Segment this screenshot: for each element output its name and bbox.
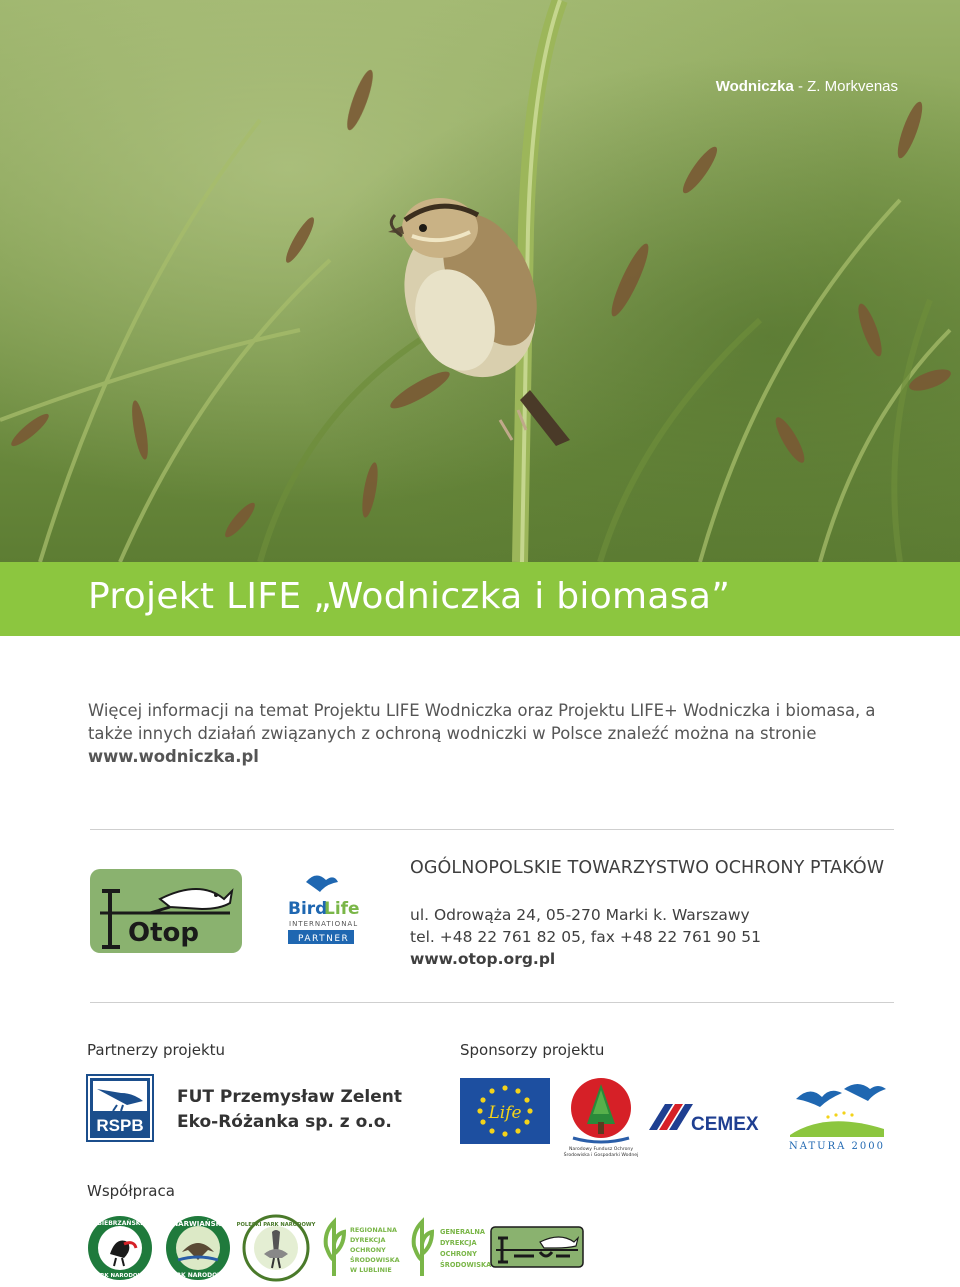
rdos-line1: REGIONALNA — [350, 1226, 398, 1234]
gdos-logo — [408, 1214, 492, 1280]
eu-life-text: Life — [488, 1103, 522, 1123]
biebrza-park-logo — [86, 1214, 154, 1282]
organization-phone: tel. +48 22 761 82 05, fax +48 22 761 90 51 — [410, 928, 762, 946]
nfosigw-text-line2: Środowiska i Gospodarki Wodnej — [563, 1153, 639, 1158]
cemex-logo — [647, 1100, 761, 1134]
birdlife-name-bird: Bird — [288, 899, 328, 919]
nfosigw-logo — [563, 1076, 639, 1160]
biebrza-text-bottom: PARK NARODOWY — [92, 1273, 148, 1279]
polesie-text: POLESKI PARK NARODOWY — [236, 1222, 316, 1228]
gdos-line3: OCHRONY — [440, 1250, 477, 1258]
organization-contact — [410, 904, 930, 970]
organization-address: ul. Odrowąża 24, 05-270 Marki k. Warszawy — [410, 906, 750, 924]
rdos-line5: W LUBLINIE — [350, 1266, 392, 1274]
partner-eko-rozanka: Eko-Różanka sp. z o.o. — [177, 1112, 392, 1132]
gdos-line4: ŚRODOWISKA — [440, 1261, 492, 1269]
otop-logo — [90, 869, 242, 953]
polesie-park-logo — [236, 1214, 316, 1282]
birdlife-subtitle: INTERNATIONAL — [289, 920, 359, 928]
hero-photo — [0, 0, 960, 562]
page-title: Projekt LIFE „Wodniczka i biomasa” — [88, 576, 731, 617]
natura-2000-logo — [786, 1079, 888, 1151]
natura-2000-text: NATURA 2000 — [789, 1141, 885, 1152]
narew-park-logo — [164, 1214, 232, 1282]
wodniczka-link[interactable]: www.wodniczka.pl — [88, 747, 259, 766]
intro-paragraph — [88, 699, 918, 768]
organization-website[interactable]: www.otop.org.pl — [410, 950, 556, 968]
narew-text-bottom: PARK NARODOWY — [167, 1272, 229, 1279]
photo-credit — [716, 78, 898, 95]
rdos-line3: OCHRONY — [350, 1246, 386, 1254]
partners-list — [177, 1085, 402, 1135]
otop-logo-text: Otop — [128, 918, 200, 948]
nfosigw-text-line1: Narodowy Fundusz Ochrony — [568, 1147, 634, 1152]
credit-species: Wodniczka — [715, 78, 794, 95]
gdos-line1: GENERALNA — [440, 1228, 485, 1236]
title-banner — [0, 562, 960, 636]
biebrza-text-top: BIEBRZAŃSKI — [97, 1220, 143, 1227]
rdos-line4: ŚRODOWISKA — [350, 1256, 400, 1264]
cemex-text: CEMEX — [691, 1114, 759, 1135]
divider-bottom — [90, 1002, 894, 1003]
credit-separator: - — [793, 78, 808, 95]
partners-label: Partnerzy projektu — [87, 1041, 226, 1059]
divider-top — [90, 829, 894, 830]
birdlife-logo — [286, 870, 360, 950]
rspb-logo-text: RSPB — [96, 1116, 144, 1135]
organization-info — [410, 858, 930, 970]
gdos-line2: DYREKCJA — [440, 1239, 477, 1247]
eu-life-logo — [460, 1078, 550, 1144]
credit-author: Z. Morkvenas — [807, 78, 898, 95]
sponsors-label: Sponsorzy projektu — [460, 1041, 605, 1059]
birdlife-name-life: Life — [324, 899, 360, 919]
rdos-line2: DYREKCJA — [350, 1236, 386, 1244]
intro-text: Więcej informacji na temat Projektu LIFE Wodniczka oraz Projektu LIFE+ Wodniczka i biomasa, a także innych działań związanych z ochroną wodniczki w Polsce znaleźć można na stronie — [88, 701, 876, 743]
narew-text-top: NARWIAŃSKI — [172, 1220, 224, 1228]
rspb-logo — [87, 1075, 153, 1141]
otop-small-logo — [490, 1226, 584, 1268]
partner-fut: FUT Przemysław Zelent — [177, 1087, 402, 1107]
organization-name: OGÓLNOPOLSKIE TOWARZYSTWO OCHRONY PTAKÓW — [410, 858, 885, 878]
birdlife-partner-badge: PARTNER — [298, 934, 350, 944]
cooperation-label: Współpraca — [87, 1182, 175, 1200]
rdos-lublin-logo — [322, 1214, 402, 1280]
